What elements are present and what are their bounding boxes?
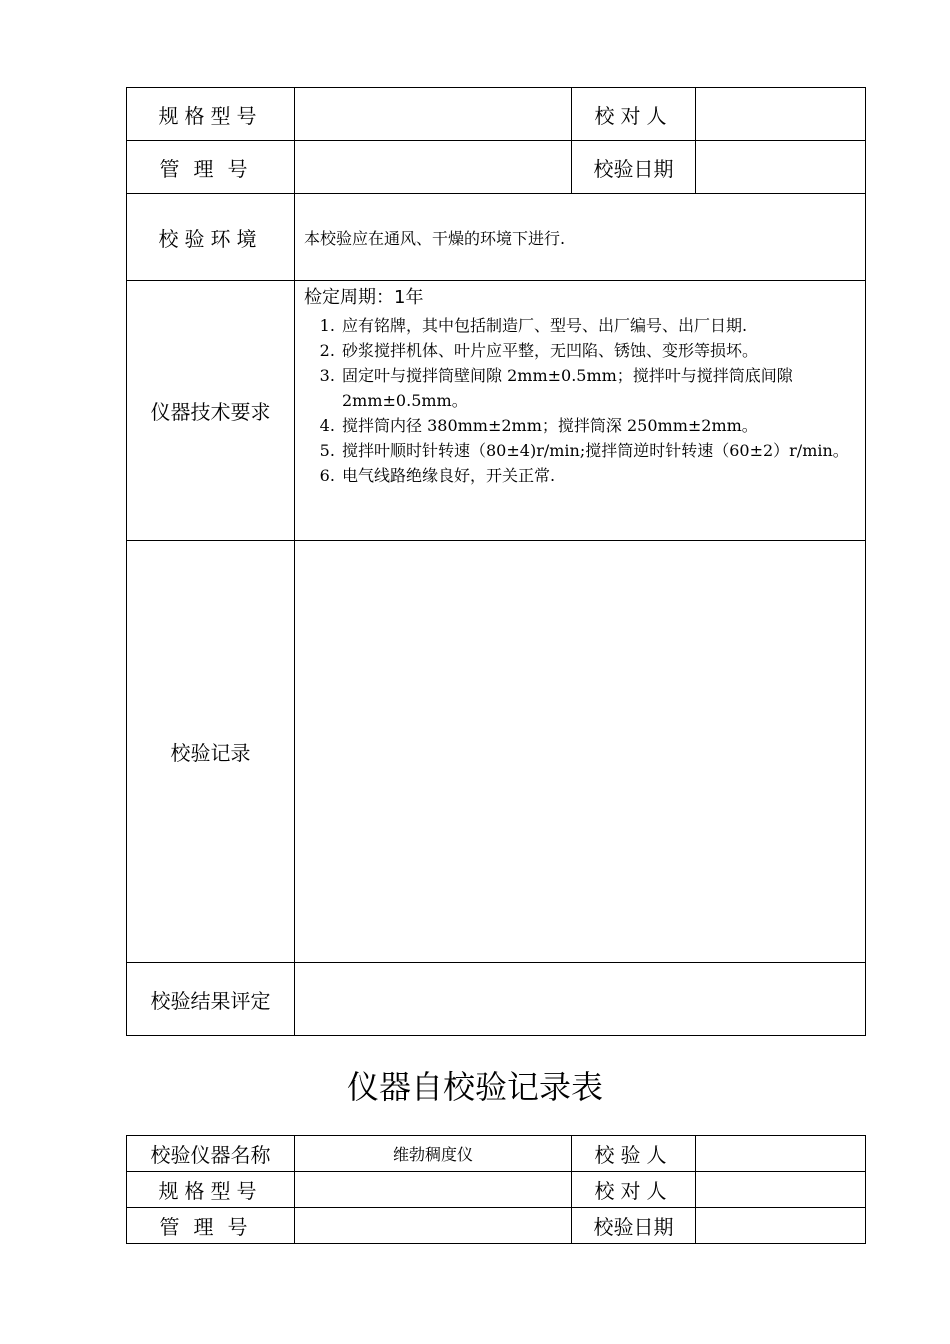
req-cell bbox=[295, 281, 866, 541]
result-label: 校验结果评定 bbox=[127, 963, 295, 1036]
record-value-cell[interactable] bbox=[295, 541, 866, 963]
date-value-cell-2[interactable] bbox=[696, 1208, 866, 1244]
req-item: 2. 砂浆搅拌机体、叶片应平整，无凹陷、锈蚀、变形等损坏。 bbox=[340, 338, 857, 363]
req-item: 5. 搅拌叶顺时针转速（80±4)r/min;搅拌筒逆时针转速（60±2）r/min。 bbox=[340, 438, 857, 463]
inspector-label: 校验人 bbox=[572, 1136, 696, 1172]
spec-label-2: 规格型号 bbox=[127, 1172, 295, 1208]
req-period-title: 检定周期：1年 bbox=[304, 287, 424, 308]
req-item: 3. 固定叶与搅拌筒壁间隙 2mm±0.5mm；搅拌叶与搅拌筒底间隙 2mm±0.5mm。 bbox=[340, 363, 857, 413]
record-label: 校验记录 bbox=[127, 541, 295, 963]
mgmt-value-cell[interactable] bbox=[295, 141, 572, 194]
instrument-name-value: 维勃稠度仪 bbox=[295, 1136, 572, 1172]
inspector-value-cell[interactable] bbox=[696, 1136, 866, 1172]
spec-label: 规格型号 bbox=[127, 88, 295, 141]
checker-label-2: 校对人 bbox=[572, 1172, 696, 1208]
checker-value-cell-2[interactable] bbox=[696, 1172, 866, 1208]
mgmt-label: 管理号 bbox=[127, 141, 295, 194]
req-item: 6. 电气线路绝缘良好，开关正常. bbox=[340, 463, 857, 488]
spec-value-cell-2[interactable] bbox=[295, 1172, 572, 1208]
calibration-table-1 bbox=[126, 87, 866, 1036]
result-value-cell[interactable] bbox=[295, 963, 866, 1036]
date-label-2: 校验日期 bbox=[572, 1208, 696, 1244]
document-title: 仪器自校验记录表 bbox=[346, 1068, 603, 1106]
env-text: 本校验应在通风、干燥的环境下进行. bbox=[295, 194, 866, 281]
mgmt-value-cell-2[interactable] bbox=[295, 1208, 572, 1244]
calibration-table-2 bbox=[126, 1135, 866, 1244]
instrument-name-label: 校验仪器名称 bbox=[127, 1136, 295, 1172]
checker-label: 校对人 bbox=[572, 88, 696, 141]
spec-value-cell[interactable] bbox=[295, 88, 572, 141]
date-label: 校验日期 bbox=[572, 141, 696, 194]
date-value-cell[interactable] bbox=[696, 141, 866, 194]
req-item: 4. 搅拌筒内径 380mm±2mm；搅拌筒深 250mm±2mm。 bbox=[340, 413, 857, 438]
env-label: 校验环境 bbox=[127, 194, 295, 281]
checker-value-cell[interactable] bbox=[696, 88, 866, 141]
req-list bbox=[304, 313, 865, 488]
mgmt-label-2: 管理号 bbox=[127, 1208, 295, 1244]
req-item: 1. 应有铭牌，其中包括制造厂、型号、出厂编号、出厂日期. bbox=[340, 313, 857, 338]
req-label: 仪器技术要求 bbox=[127, 281, 295, 541]
